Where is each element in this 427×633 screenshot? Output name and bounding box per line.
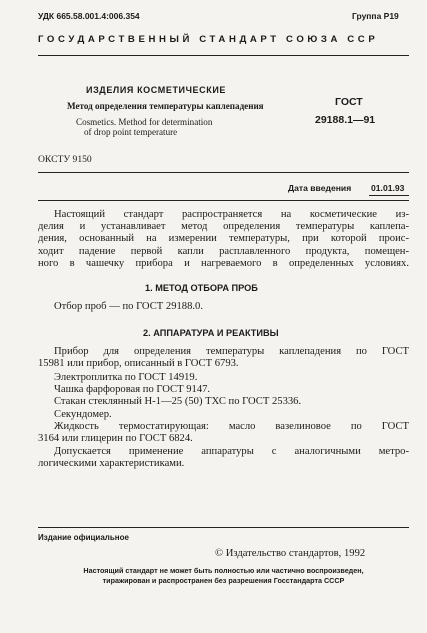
intro-line: ходит падение первой капли расплавленного продукта, помещен- [38, 245, 409, 257]
section-1-text: Отбор проб — по ГОСТ 29188.0. [54, 301, 203, 312]
liquid-line: 3164 или глицерин по ГОСТ 6824. [38, 433, 193, 445]
standard-name: ГОСУДАРСТВЕННЫЙ СТАНДАРТ СОЮЗА ССР [38, 34, 379, 45]
equipment-item: Электроплитка по ГОСТ 14919. [54, 372, 198, 383]
gost-number: 29188.1—91 [315, 114, 376, 126]
section-2-heading: 2. АППАРАТУРА И РЕАКТИВЫ [143, 328, 279, 338]
intro-line: дения, основанный на измерении температуры, при которой проис- [38, 233, 409, 245]
intro-date-label: Дата введения [288, 183, 352, 193]
header-rule [38, 55, 409, 56]
section-2-liquid [38, 421, 409, 445]
copyright: © Издательство стандартов, 1992 [215, 548, 366, 559]
reproduction-notice: Настоящий стандарт не может быть полностью или частично воспроизведен, [83, 566, 364, 575]
section-2-items [54, 372, 409, 421]
section-1-heading: 1. МЕТОД ОТБОРА ПРОБ [145, 283, 258, 293]
udk-code: УДК 665.58.001.4:006.354 [38, 11, 140, 21]
edition-label: Издание официальное [38, 533, 129, 542]
group-code: Группа Р19 [352, 11, 399, 21]
section-2-device [38, 346, 409, 370]
device-line: Прибор для определения температуры каплепадения по ГОСТ [54, 346, 409, 357]
method-title-en-cont: of drop point temperature [84, 127, 178, 137]
gost-label: ГОСТ [335, 96, 363, 108]
intro-date-underline [369, 195, 409, 196]
reproduction-notice-cont: тиражирован и распространен без разрешения Госстандарта СССР [102, 576, 345, 585]
equipment-item: Стакан стеклянный Н-1—25 (50) ТХС по ГОСТ 25336. [54, 396, 302, 408]
allowance-line: Допускается применение аппаратуры с аналогичными метро- [54, 446, 409, 457]
method-title-ru: Метод определения температуры каплепадения [67, 101, 264, 111]
okstu-code: ОКСТУ 9150 [38, 154, 92, 165]
product-title: ИЗДЕЛИЯ КОСМЕТИЧЕСКИЕ [86, 85, 227, 95]
intro-paragraph [38, 209, 409, 270]
intro-line: делия и устанавливает метод определения температуры каплепа- [38, 221, 409, 233]
intro-line: Настоящий стандарт распространяется на косметические из- [54, 209, 409, 220]
intro-date-rule [38, 200, 409, 201]
device-line: 15981 или прибор, описанный в ГОСТ 6793. [38, 358, 239, 370]
allowance-line: логическими характеристиками. [38, 458, 185, 470]
liquid-line: Жидкость термостатирующая: масло вазелиновое по ГОСТ [54, 421, 409, 432]
title-rule [38, 172, 409, 173]
intro-date-value: 01.01.93 [371, 183, 405, 193]
intro-line: ного в чашечку прибора и нагреваемого в определенных условиях. [38, 257, 409, 269]
footer-rule [38, 527, 409, 528]
equipment-item: Чашка фарфоровая по ГОСТ 9147. [54, 384, 211, 396]
section-2-allowance [38, 446, 409, 470]
equipment-item: Секундомер. [54, 408, 112, 420]
method-title-en: Cosmetics. Method for determination [76, 117, 213, 127]
